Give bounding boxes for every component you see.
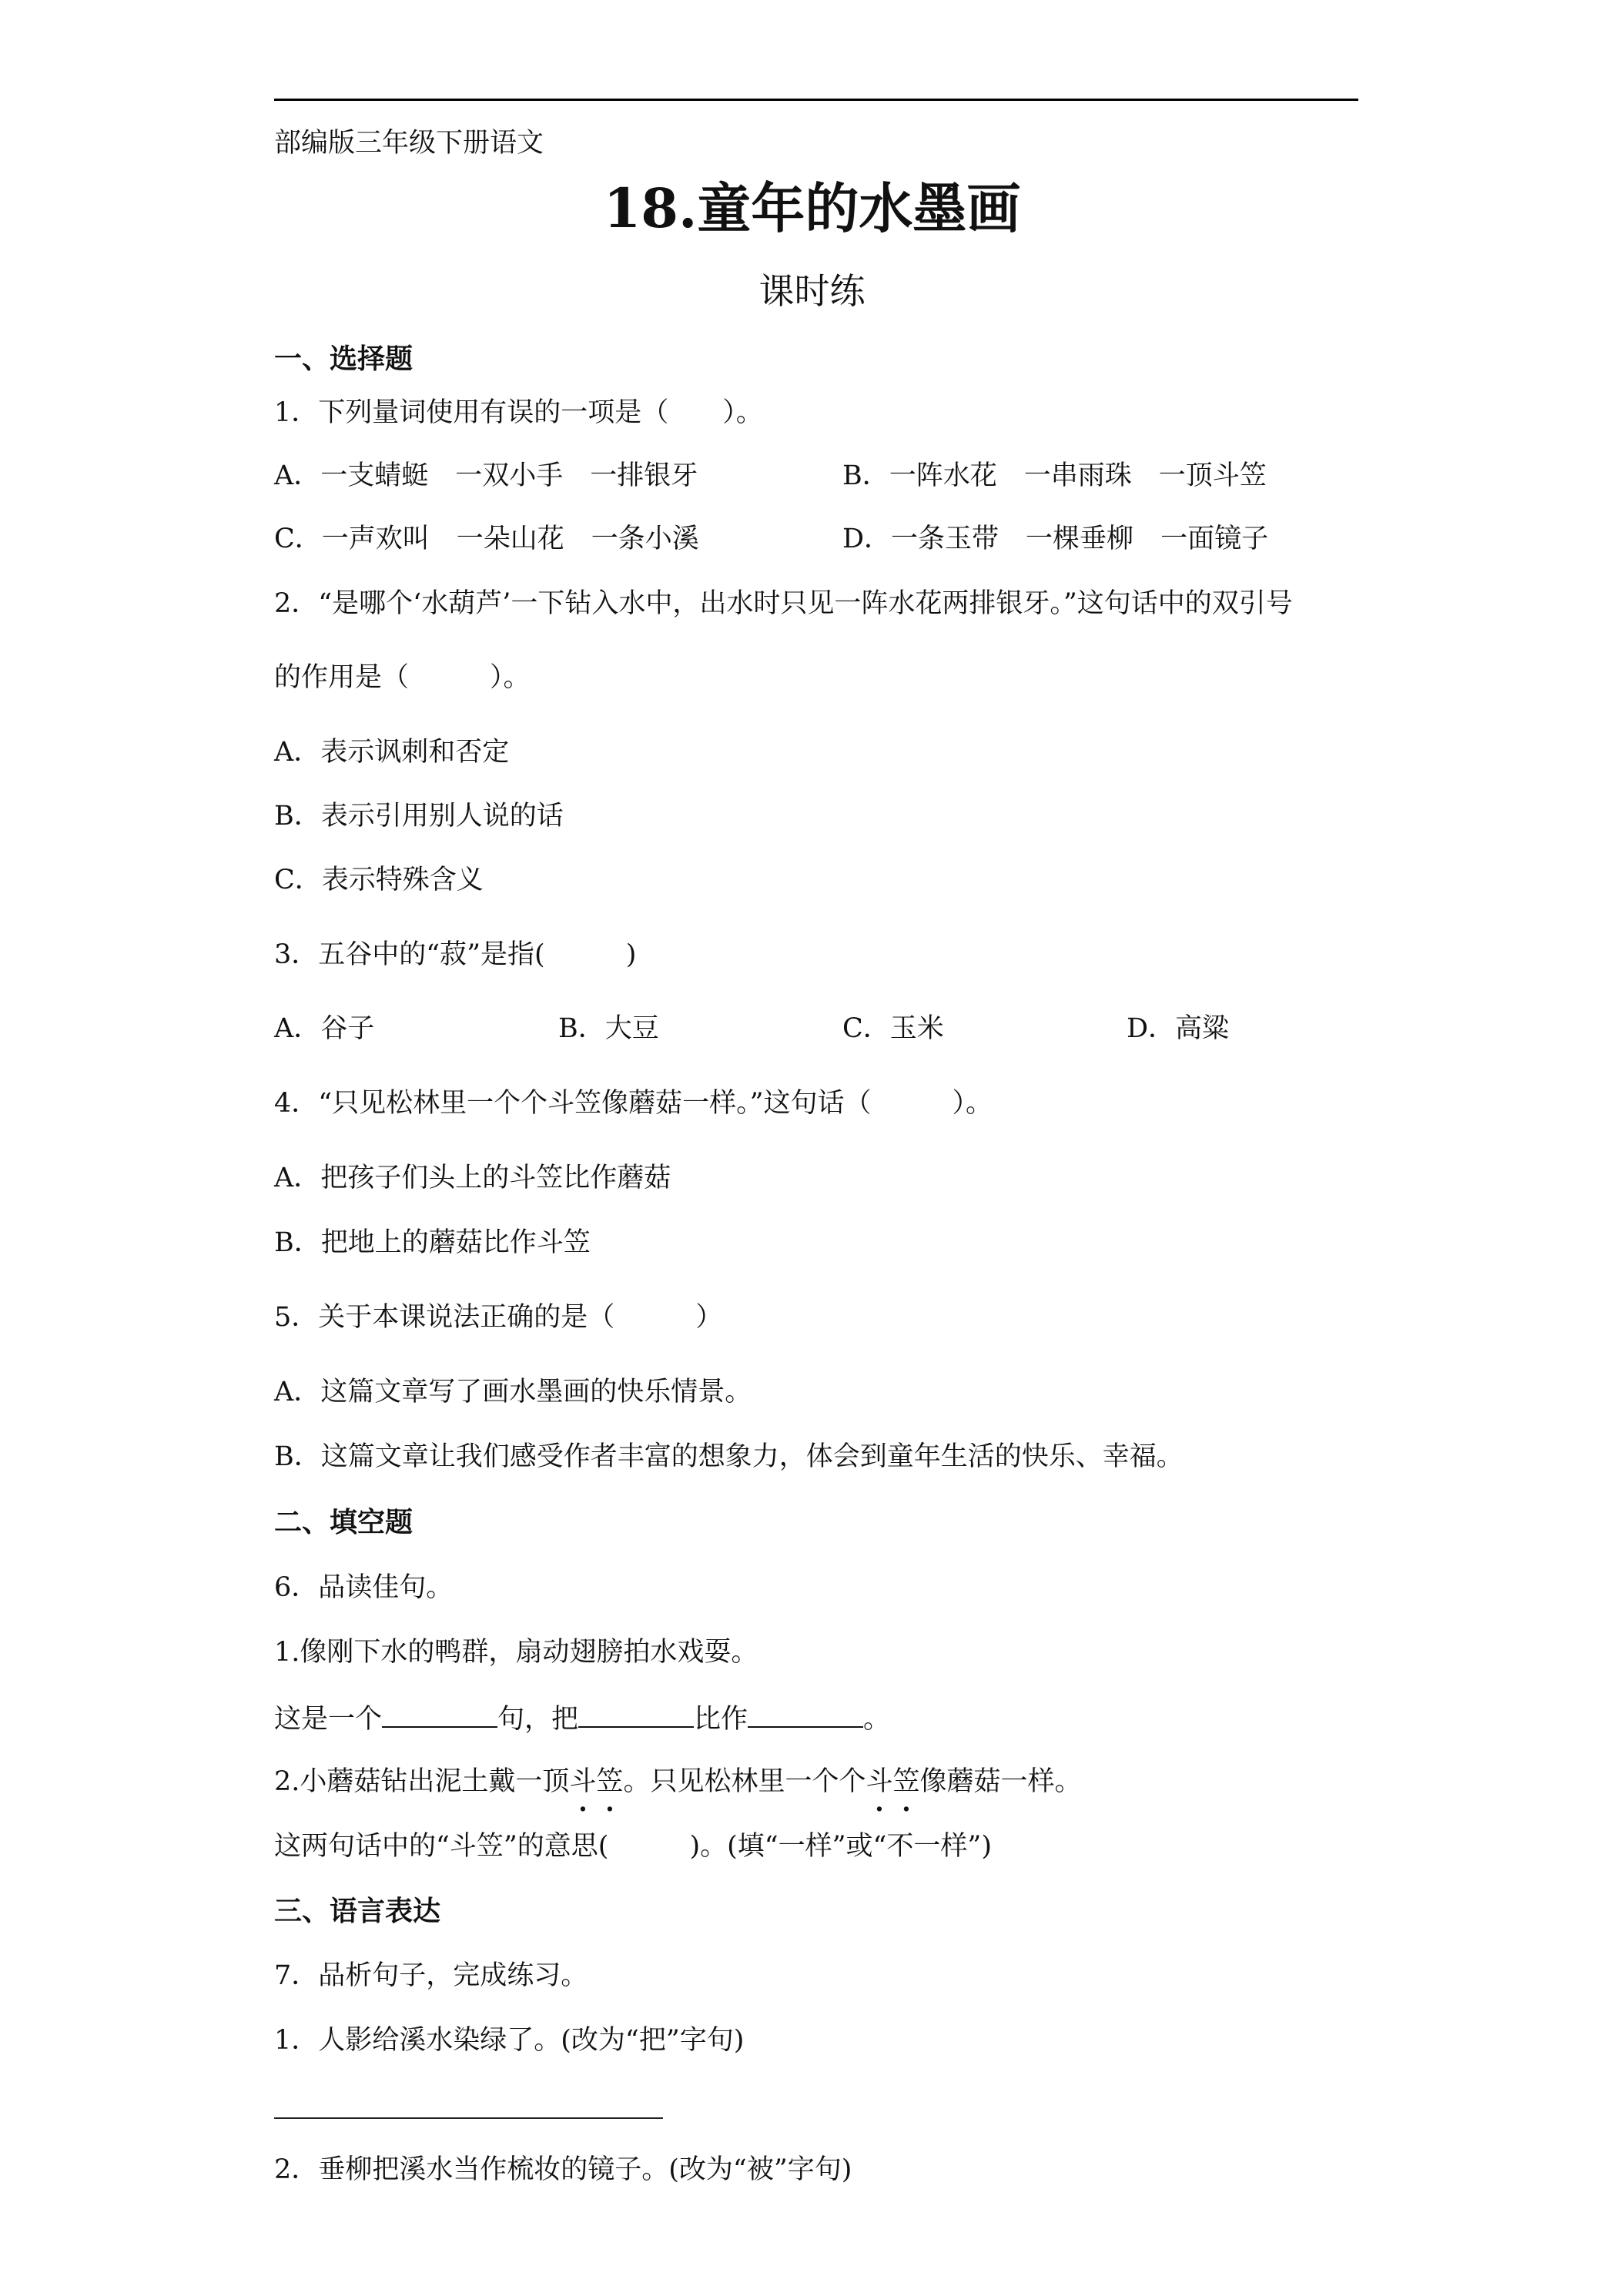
q1-option-c: C．一声欢叫 一朵山花 一条小溪	[274, 524, 699, 554]
q2-option-c: C．表示特殊含义	[274, 865, 484, 895]
section-heading-choice: 一、选择题	[274, 343, 414, 375]
q3-option-d: D．高粱	[1127, 1013, 1230, 1044]
q1-stem: 1．下列量词使用有误的一项是（ ）。	[274, 397, 763, 428]
q6-fill-text-2: 句，把	[497, 1704, 579, 1735]
q2-stem-line2: 的作用是（ ）。	[274, 662, 531, 693]
q6-s2-text-1: 2.小蘑菇钻出泥土戴一顶	[274, 1766, 570, 1797]
section-heading-expression: 三、语言表达	[274, 1895, 441, 1927]
q6-sentence-1: 1.像刚下水的鸭群，扇动翅膀拍水戏耍。	[274, 1637, 758, 1668]
header-rule	[274, 99, 1358, 101]
q6-fill-text-4: 。	[863, 1704, 891, 1735]
q2-option-a: A．表示讽刺和否定	[274, 737, 510, 768]
q3-option-c: C．玉米	[842, 1013, 944, 1044]
q5-stem: 5．关于本课说法正确的是（ ）	[274, 1302, 723, 1333]
q6-fill-text-3: 比作	[694, 1704, 748, 1735]
q2-stem-line1: 2．“是哪个‘水葫芦’一下钻入水中，出水时只见一阵水花两排银牙。”这句话中的双引号	[274, 588, 1293, 619]
q3-option-b: B．大豆	[558, 1013, 659, 1044]
q1-option-a: A．一支蜻蜓 一双小手 一排银牙	[274, 460, 698, 491]
subject-label: 部编版三年级下册语文	[274, 128, 544, 159]
answer-blank-2[interactable]	[578, 1700, 694, 1728]
q3-option-a: A．谷子	[274, 1013, 375, 1044]
page-title: 18.童年的水墨画	[603, 176, 1021, 240]
emphasis-char: 斗	[866, 1766, 893, 1797]
q4-option-b: B．把地上的蘑菇比作斗笠	[274, 1227, 591, 1258]
answer-blank-1[interactable]	[382, 1700, 497, 1728]
q1-option-b: B．一阵水花 一串雨珠 一顶斗笠	[842, 460, 1267, 491]
q7-stem: 7．品析句子，完成练习。	[274, 1960, 588, 1991]
emphasis-char: 斗	[569, 1766, 597, 1797]
q6-s2-text-2: 。只见松林里一个个	[623, 1766, 866, 1797]
q3-stem: 3．五谷中的“菽”是指( )	[274, 939, 637, 970]
emphasis-char: 笠	[596, 1766, 624, 1797]
q5-option-a: A．这篇文章写了画水墨画的快乐情景。	[274, 1377, 752, 1407]
emphasis-char: 笠	[892, 1766, 920, 1797]
q7-sentence-2: 2．垂柳把溪水当作梳妆的镜子。(改为“被”字句)	[274, 2154, 852, 2185]
q7-sentence-1: 1．人影给溪水染绿了。(改为“把”字句)	[274, 2025, 745, 2056]
answer-line[interactable]	[274, 2117, 663, 2119]
q6-fill-line	[274, 1700, 890, 1736]
q4-option-a: A．把孩子们头上的斗笠比作蘑菇	[274, 1163, 671, 1193]
q4-stem: 4．“只见松林里一个个斗笠像蘑菇一样。”这句话（ ）。	[274, 1088, 993, 1119]
q5-option-b: B．这篇文章让我们感受作者丰富的想象力，体会到童年生活的快乐、幸福。	[274, 1441, 1184, 1472]
q6-s2-text-3: 像蘑菇一样。	[919, 1766, 1082, 1797]
q2-option-b: B．表示引用别人说的话	[274, 801, 564, 832]
page-subtitle: 课时练	[758, 270, 866, 312]
q1-option-d: D．一条玉带 一棵垂柳 一面镜子	[842, 524, 1269, 554]
answer-blank-3[interactable]	[748, 1700, 863, 1728]
q6-stem: 6．品读佳句。	[274, 1572, 454, 1603]
q6-sentence-2	[274, 1765, 1082, 1799]
q6-fill-text-1: 这是一个	[274, 1704, 383, 1735]
section-heading-fill: 二、填空题	[274, 1506, 414, 1538]
q6-question: 这两句话中的“斗笠”的意思( )。(填“一样”或“不一样”)	[274, 1831, 992, 1862]
